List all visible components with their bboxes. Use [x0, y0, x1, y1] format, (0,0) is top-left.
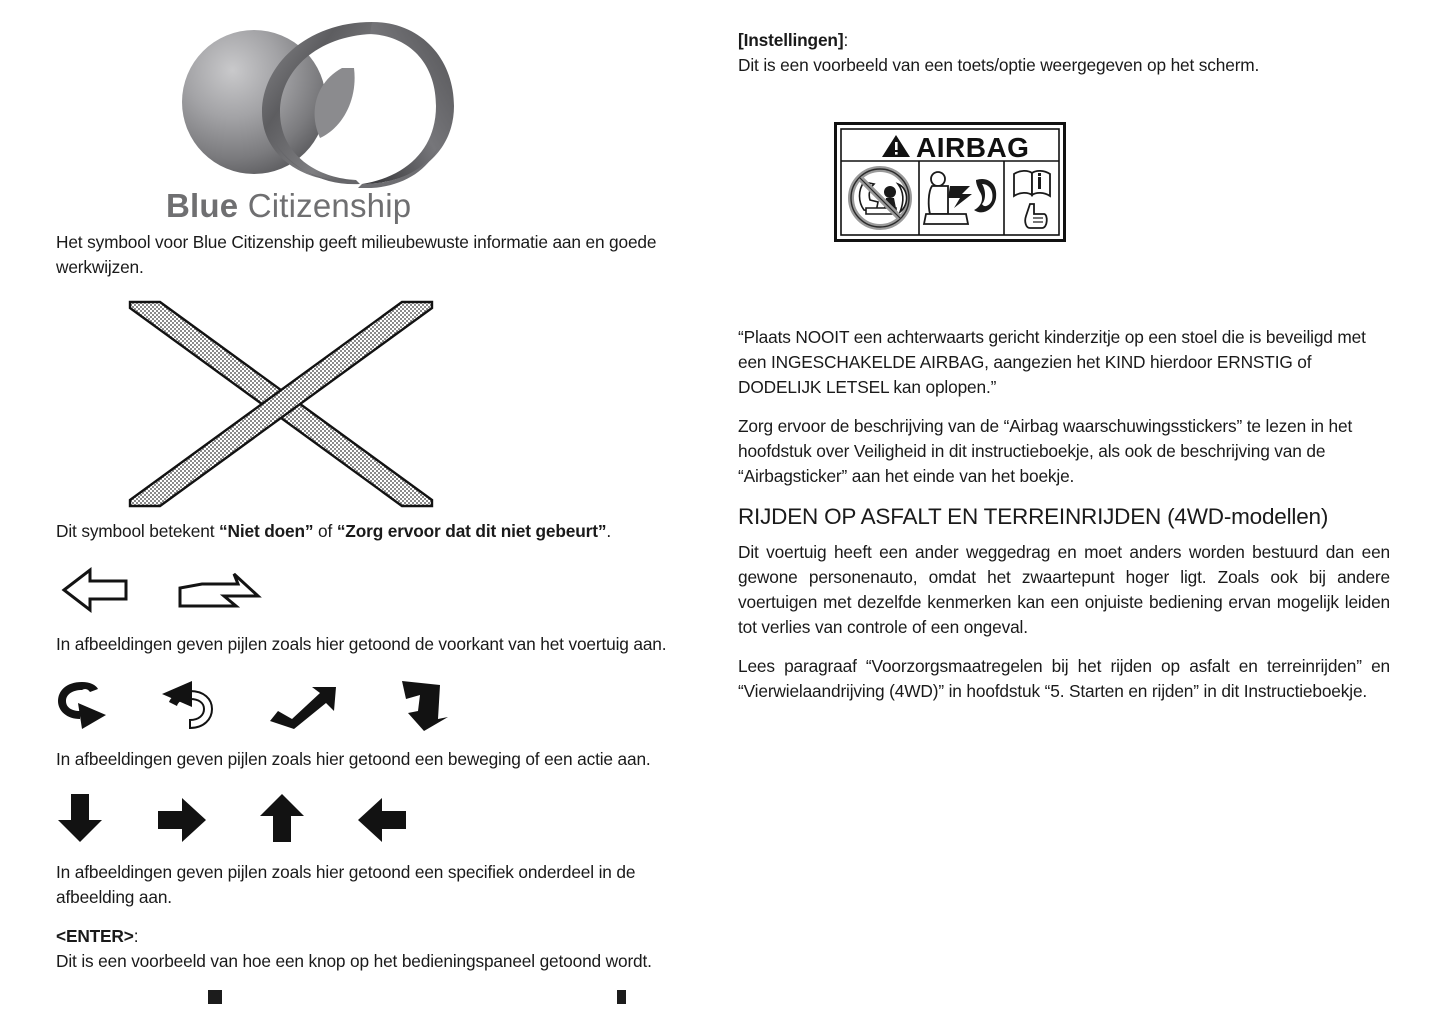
offroad-paragraph-2: Lees paragraaf “Voorzorgsmaatregelen bij het rijden op asfalt en terreinrijden” en “Vierwielaandrijving (4WD)” in hoofdstuk “5. Starten en rijden” in dit Instructieboekje. [738, 656, 1390, 701]
part-arrows-caption: In afbeeldingen geven pijlen zoals hier getoond een specifiek onderdeel in de afbeelding aan. [56, 862, 636, 907]
x-caption-bold-niet-doen: “Niet doen” [219, 521, 314, 541]
logo-word-blue: Blue [166, 187, 239, 224]
solid-arrow-left-icon [356, 796, 408, 844]
enter-key-label: <ENTER> [56, 926, 134, 946]
x-caption-bold-zorg-ervoor: “Zorg ervoor dat dit niet gebeurt” [336, 521, 607, 541]
motion-arrows [56, 675, 716, 731]
x-caption-end: . [606, 521, 611, 541]
airbag-warning-text: “Plaats NOOIT een achterwaarts gericht kinderzitje op een stoel die is beveiligd met een INGESCHAKELDE AIRBAG, aangezien het KIND hierdoor ERNSTIG of DODELIJK LETSEL kan oplopen.” [738, 327, 1366, 397]
blue-citizenship-logo-icon [166, 8, 456, 188]
x-symbol-caption [56, 519, 716, 544]
logo-caption: Het symbool voor Blue Citizenship geeft milieubewuste informatie aan en goede werkwijzen. [56, 232, 657, 277]
settings-key-colon: : [843, 30, 849, 50]
right-column [738, 0, 1390, 718]
cut-off-figure-fragments [56, 982, 716, 1004]
left-column [56, 0, 716, 988]
part-indicator-arrows [56, 788, 716, 844]
solid-arrow-right-icon [156, 796, 208, 844]
logo-word-citizenship: Citizenship [247, 187, 412, 224]
airbag-spacer [738, 247, 1390, 273]
outline-arrow-left-icon [60, 566, 130, 614]
cut-off-figure-icon [56, 982, 716, 1004]
outline-arrow-right-swept-icon [176, 566, 262, 614]
airbag-warning-label [834, 122, 1066, 247]
motion-arrows-caption: In afbeeldingen geven pijlen zoals hier getoond een beweging of een actie aan. [56, 749, 651, 769]
offroad-paragraph-1: Dit voertuig heeft een ander weggedrag en moet anders worden bestuurd dan een gewone personenauto, omdat het zwaartepunt hoger ligt. Zoals ook bij andere voertuigen met dezelfde kenmerken kan een onjuiste bediening ervan mogelijk leiden tot verlies van controle of een ongeval. [738, 542, 1390, 637]
curved-arrow-right-down-icon [56, 679, 110, 731]
x-caption-lead: Dit symbool betekent [56, 521, 220, 541]
front-direction-arrows [60, 558, 716, 614]
blue-citizenship-wordmark [166, 188, 506, 224]
do-not-cross-icon [126, 296, 436, 511]
airbag-reference-text: Zorg ervoor de beschrijving van de “Airbag waarschuwingsstickers” te lezen in het hoofdstuk over Veiligheid in dit instructieboekje, als ook de beschrijving van de “Airbagsticker” aan het einde van het boekje. [738, 416, 1353, 486]
settings-key-label-line [738, 28, 1390, 53]
airbag-warning-label-icon [834, 122, 1066, 242]
airbag-header-text: AIRBAG [916, 132, 1030, 163]
x-caption-mid: of [313, 521, 337, 541]
settings-key-caption: Dit is een voorbeeld van een toets/optie weergegeven op het scherm. [738, 55, 1260, 75]
diagonal-arrow-up-right-icon [268, 685, 338, 731]
do-not-cross-symbol [126, 296, 436, 511]
enter-key-label-line [56, 924, 716, 949]
solid-arrow-down-icon [56, 792, 104, 844]
enter-key-colon: : [133, 926, 139, 946]
bent-arrow-down-icon [396, 679, 450, 731]
solid-arrow-up-icon [258, 792, 306, 844]
enter-key-caption: Dit is een voorbeeld van hoe een knop op het bedieningspaneel getoond wordt. [56, 951, 652, 971]
blue-citizenship-logo [166, 0, 566, 230]
section-heading-offroad: RIJDEN OP ASFALT EN TERREINRIJDEN (4WD-modellen) [738, 504, 1329, 529]
front-arrows-caption: In afbeeldingen geven pijlen zoals hier getoond de voorkant van het voertuig aan. [56, 634, 667, 654]
settings-key-label: [Instellingen] [738, 30, 844, 50]
curved-arrow-left-back-icon [156, 679, 216, 731]
